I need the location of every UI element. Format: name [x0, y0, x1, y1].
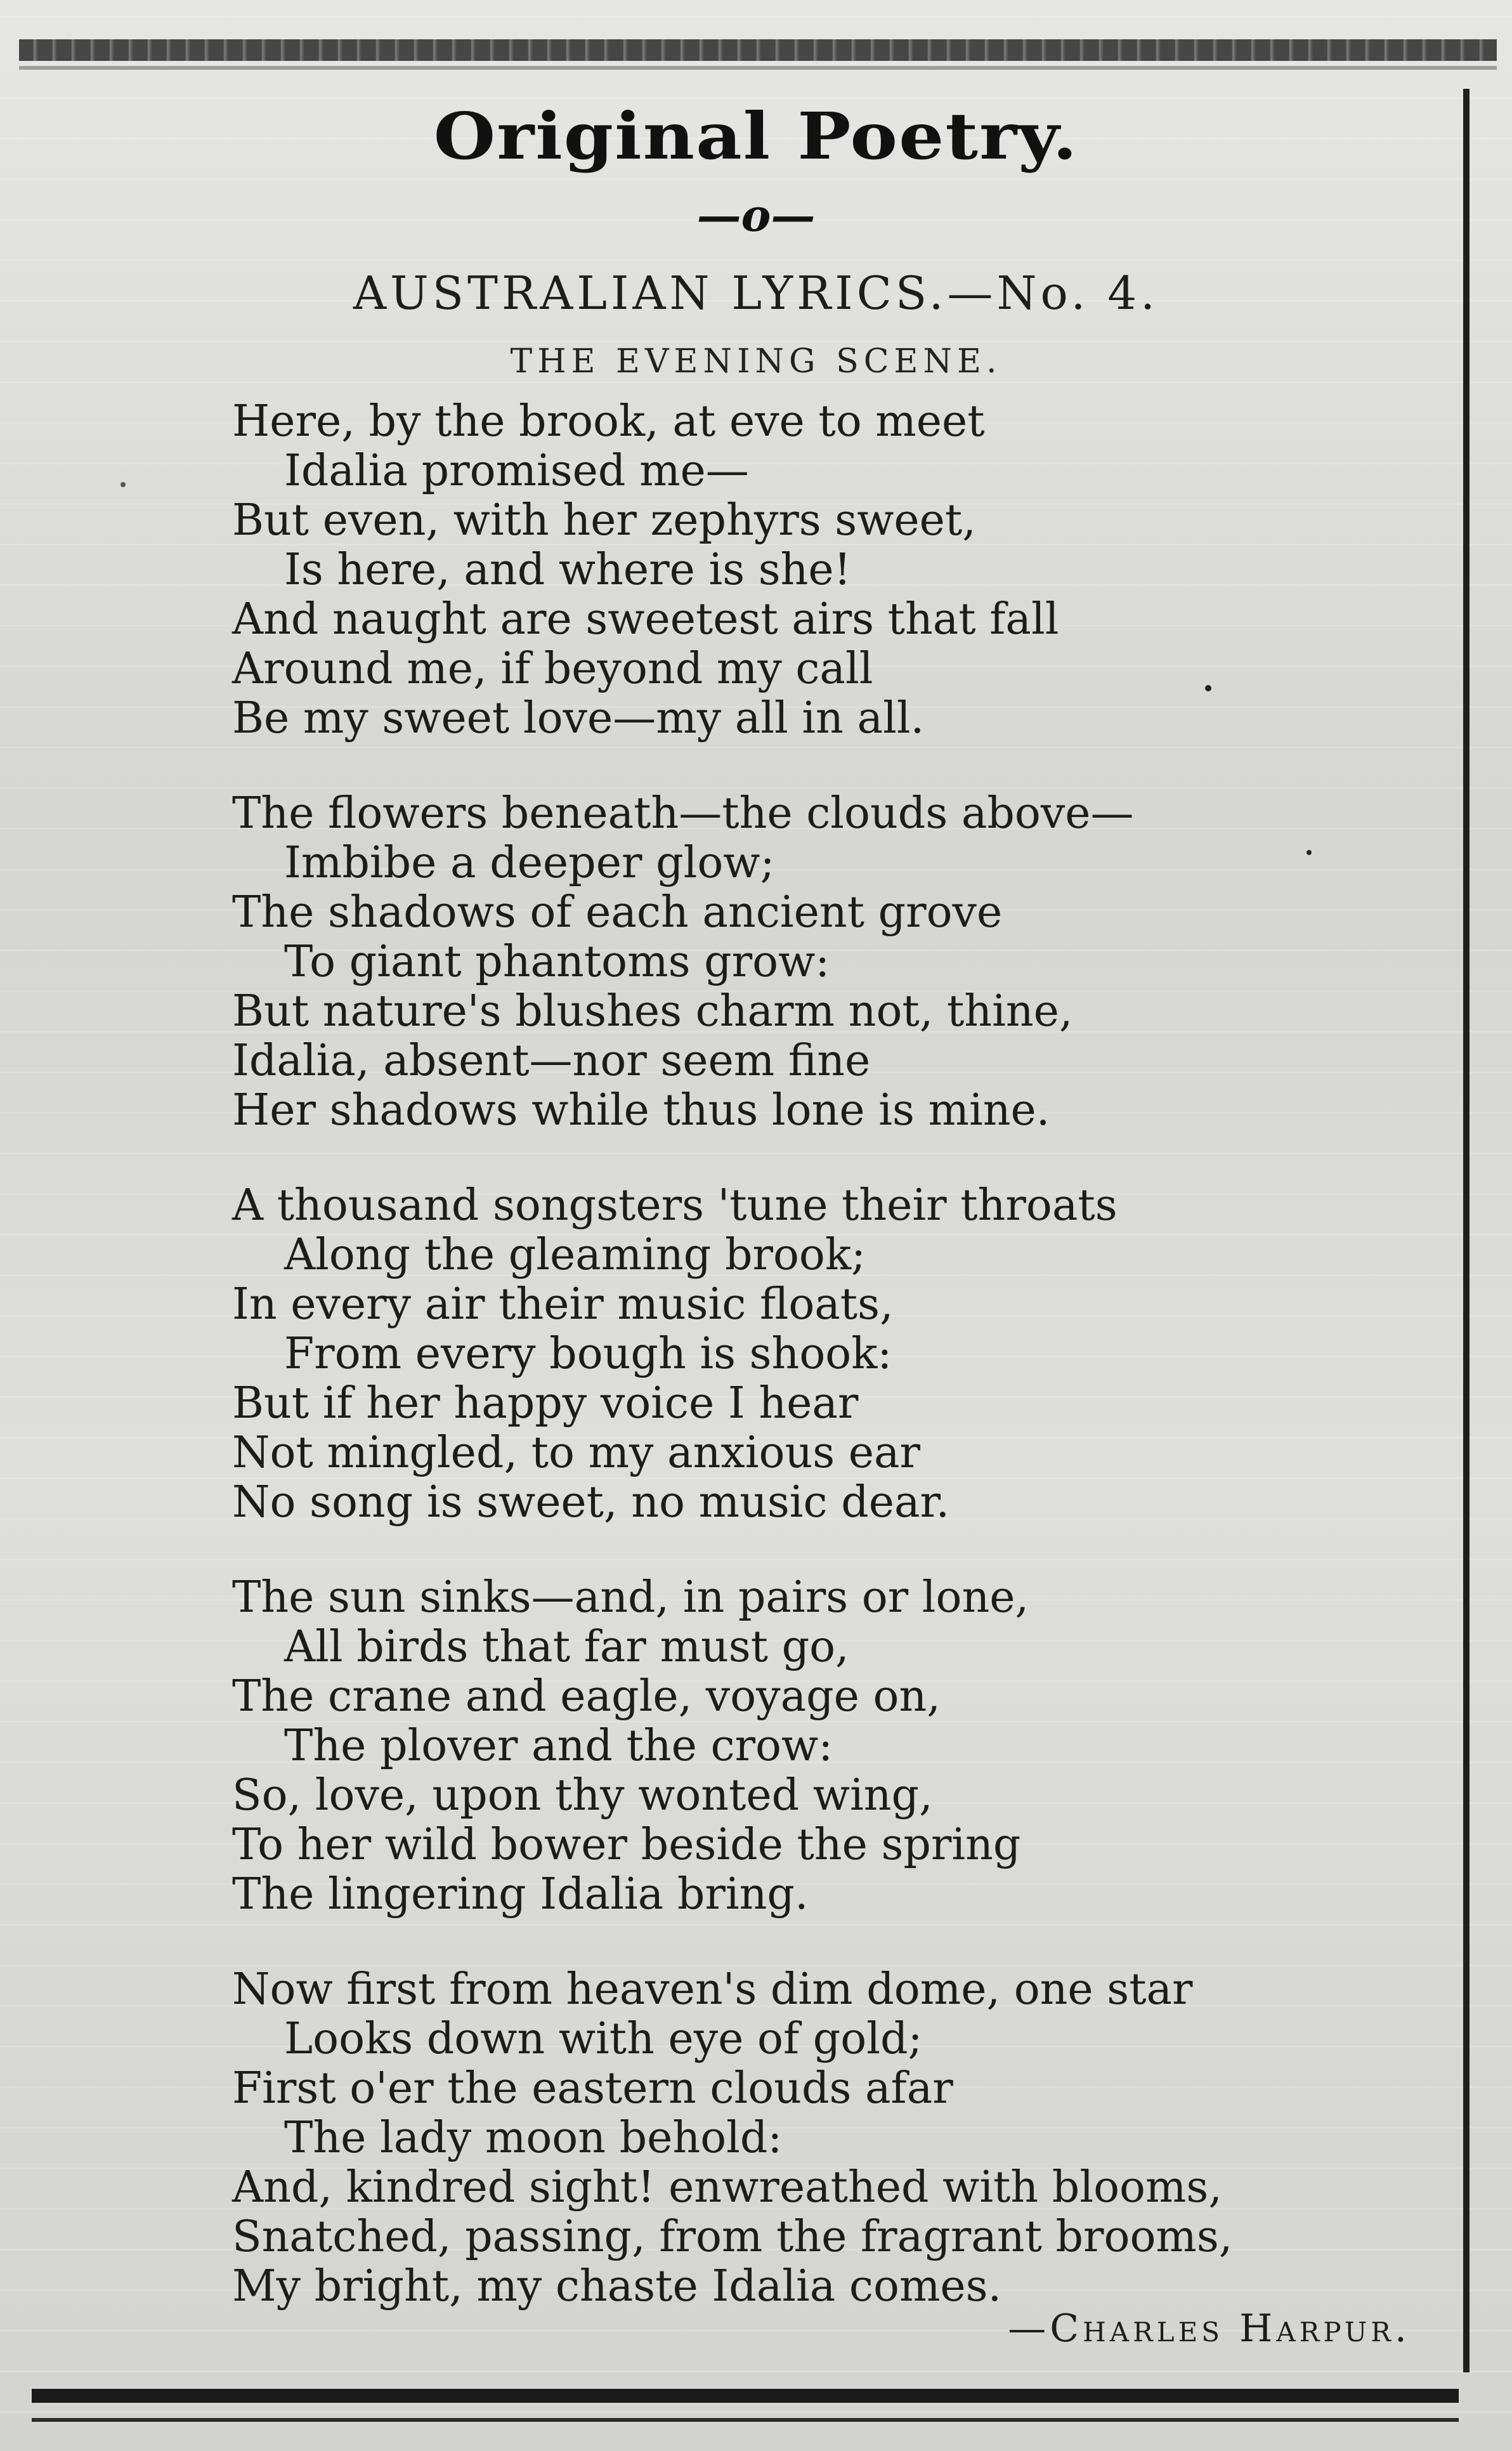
poem-series-title: AUSTRALIAN LYRICS.—No. 4.: [353, 266, 1159, 320]
poem-body: [232, 397, 1374, 2357]
poem-line: My bright, my chaste Idalia comes.: [232, 2261, 1002, 2311]
bottom-thin-rule: [32, 2418, 1459, 2422]
top-thin-rule: [19, 66, 1497, 70]
poem-line: The plover and the crow:: [284, 1721, 833, 1771]
top-column-rule: [19, 39, 1497, 61]
poem-line: Around me, if beyond my call: [232, 644, 873, 694]
poem-line: First o'er the eastern clouds afar: [232, 2063, 953, 2114]
poem-line: The flowers beneath—the clouds above—: [232, 788, 1134, 839]
poem-line: The lady moon behold:: [284, 2113, 783, 2163]
poem-line: The shadows of each ancient grove: [232, 887, 1003, 938]
poem-line: But nature's blushes charm not, thine,: [232, 986, 1073, 1036]
poem-line: To her wild bower beside the spring: [232, 1820, 1021, 1870]
poem-line: Not mingled, to my anxious ear: [232, 1428, 921, 1478]
poem-line: In every air their music floats,: [232, 1279, 894, 1330]
poem-line: But if her happy voice I hear: [232, 1378, 859, 1428]
poem-line: Is here, and where is she!: [284, 545, 851, 595]
poem-line: A thousand songsters 'tune their throats: [232, 1180, 1118, 1231]
ornament-divider: —o—: [696, 189, 816, 242]
poem-line: From every bough is shook:: [284, 1329, 892, 1379]
poem-line: Now first from heaven's dim dome, one star: [232, 1964, 1193, 2015]
stanza: [232, 1573, 1374, 1919]
poem-line: The crane and eagle, voyage on,: [232, 1671, 941, 1722]
poem-line: Along the gleaming brook;: [284, 1230, 866, 1280]
section-heading: Original Poetry.: [433, 99, 1079, 174]
print-speck: [1205, 685, 1211, 691]
poem-line: So, love, upon thy wonted wing,: [232, 1770, 933, 1820]
poem-line: To giant phantoms grow:: [284, 937, 830, 987]
poem-line: The lingering Idalia bring.: [232, 1869, 809, 1919]
poem-line: Be my sweet love—my all in all.: [232, 693, 925, 743]
poem-line: Looks down with eye of gold;: [284, 2014, 923, 2064]
poem-line: Imbibe a deeper glow;: [284, 838, 775, 888]
bottom-thick-rule: [32, 2389, 1459, 2403]
poem-line: Idalia, absent—nor seem fine: [232, 1036, 871, 1086]
poem-line: Idalia promised me—: [284, 446, 749, 496]
vertical-column-rule: [1463, 89, 1470, 2372]
poem-line: And, kindred sight! enwreathed with blooms,: [232, 2162, 1222, 2212]
stanza: [232, 397, 1374, 743]
print-speck: [1307, 850, 1312, 855]
poem-line: No song is sweet, no music dear.: [232, 1477, 950, 1527]
poem-line: Snatched, passing, from the fragrant brooms,: [232, 2212, 1233, 2262]
print-speck: [121, 482, 126, 487]
poem-line: Here, by the brook, at eve to meet: [232, 396, 985, 447]
stanza: [232, 789, 1374, 1135]
poem-title: THE EVENING SCENE.: [510, 343, 1002, 381]
poem-line: Her shadows while thus lone is mine.: [232, 1085, 1050, 1135]
poem-line: But even, with her zephyrs sweet,: [232, 495, 976, 546]
stanza: [232, 1181, 1374, 1527]
poem-line: All birds that far must go,: [284, 1622, 849, 1672]
author-signature: —Charles Harpur.: [1008, 2306, 1411, 2351]
poem-line: The sun sinks—and, in pairs or lone,: [232, 1572, 1029, 1623]
stanza: [232, 1965, 1374, 2311]
poem-line: And naught are sweetest airs that fall: [232, 594, 1059, 644]
